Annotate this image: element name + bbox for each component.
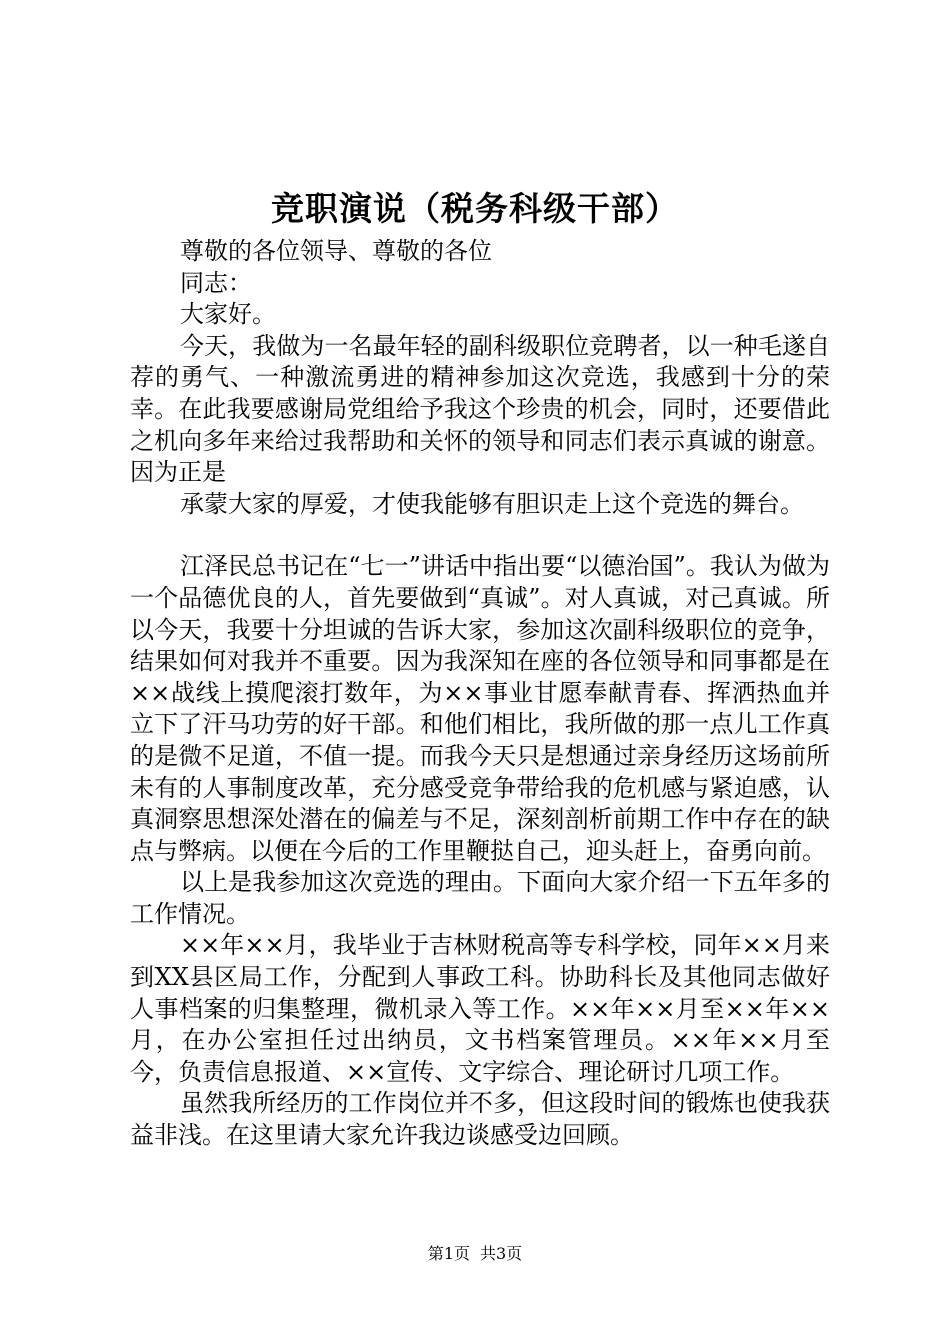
greeting: 大家好。 [180,300,276,329]
paragraph-intro: 今天，我做为一名最年轻的副科级职位竞聘者，以一种毛遂自荐的勇气、一种激流勇进的精神参加这次竞选，我感到十分的荣幸。在此我要感谢局党组给予我这个珍贵的机会，同时，还要借此之机向多年来给过我帮助和关怀的领导和同志们表示真诚的谢意。因为正是 [130,331,830,487]
salutation-line-1: 尊敬的各位领导、尊敬的各位 [180,237,492,265]
document-body [130,236,830,1152]
paragraph-thanks: 承蒙大家的厚爱，才使我能够有胆识走上这个竞选的舞台。 [180,489,804,518]
salutation-line-2: 同志： [180,268,252,297]
paragraph-review: 虽然我所经历的工作岗位并不多，但这段时间的锻炼也使我获益非浅。在这里请大家允许我边谈感受边回顾。 [130,1089,830,1150]
document-title: 竞职演说（税务科级干部） [271,189,679,228]
paragraph-sincerity: 江泽民总书记在“七一”讲话中指出要“以德治国”。我认为做为一个品德优良的人，首先要做到“真诚”。对人真诚，对己真诚。所以今天，我要十分坦诚的告诉大家，参加这次副科级职位的竞争，结果如何对我并不重要。因为我深知在座的各位领导和同事都是在××战线上摸爬滚打数年，为××事业甘愿奉献青春、挥洒热血并立下了汗马功劳的好干部。和他们相比，我所做的那一点儿工作真的是微不足道，不值一提。而我今天只是想通过亲身经历这场前所未有的人事制度改革，充分感受竞争带给我的危机感与紧迫感，认真洞察思想深处潜在的偏差与不足，深刻剖析前期工作中存在的缺点与弊病。以便在今后的工作里鞭挞自己，迎头赶上，奋勇向前。 [130,552,830,865]
paragraph-reason: 以上是我参加这次竞选的理由。下面向大家介绍一下五年多的工作情况。 [130,868,830,928]
page-footer [0,1242,950,1266]
page-number: 第1页 [427,1244,470,1263]
paragraph-experience: ××年××月，我毕业于吉林财税高等专科学校，同年××月来到XX县区局工作，分配到人事政工科。协助科长及其他同志做好人事档案的归集整理，微机录入等工作。××年××月至××年××月，在办公室担任过出纳员，文书档案管理员。××年××月至今，负责信息报道、××宣传、文字综合、理论研讨几项工作。 [130,931,830,1086]
page-total: 共3页 [480,1244,523,1263]
